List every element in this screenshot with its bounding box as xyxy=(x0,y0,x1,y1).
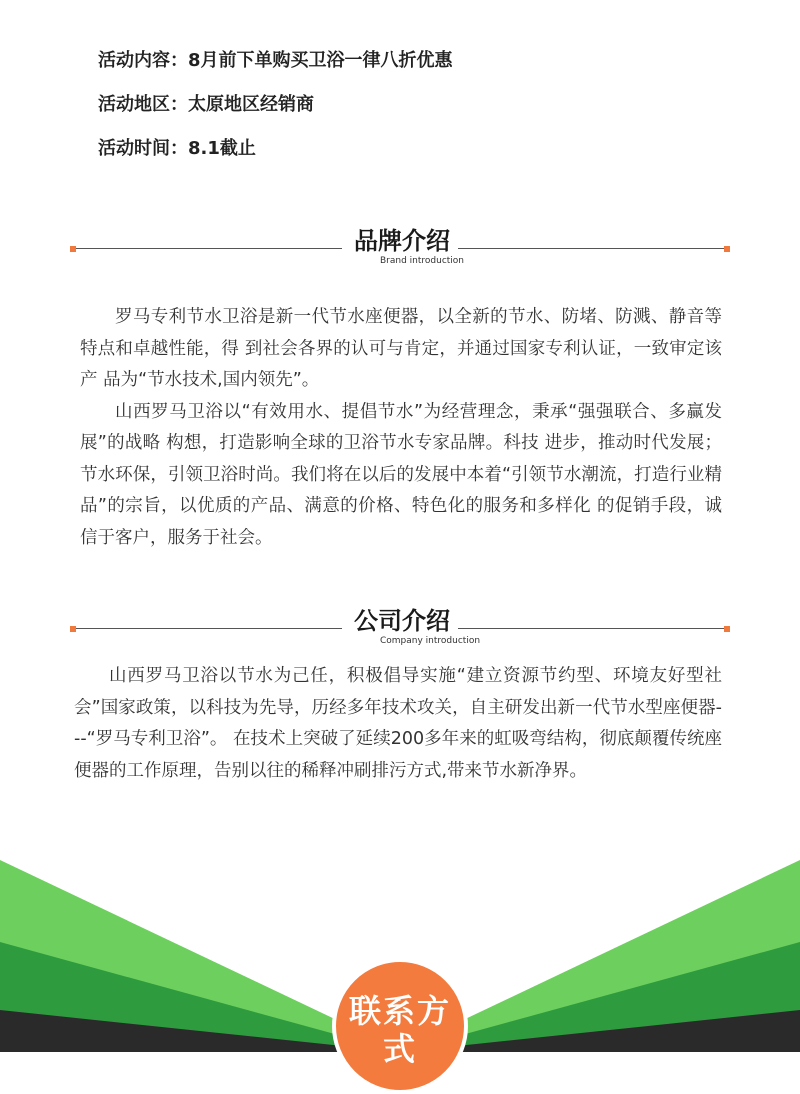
divider-line xyxy=(76,248,342,249)
company-introduction xyxy=(74,661,722,787)
activity-time: 活动时间：8.1截止 xyxy=(98,138,256,159)
brand-section-subtitle: Brand introduction xyxy=(380,256,465,266)
brand-paragraph: 罗马专利节水卫浴是新一代节水座便器，以全新的节水、防堵、防溅、静音等特点和卓越性能，得 到社会各界的认可与肯定，并通过国家专利认证，一致审定该产 品为“节水技术,国内领先”。 xyxy=(80,307,722,390)
brand-section-header xyxy=(70,228,730,272)
contact-badge[interactable] xyxy=(332,958,468,1094)
divider-dot xyxy=(70,246,76,252)
divider-line xyxy=(458,248,724,249)
divider-dot xyxy=(724,246,730,252)
brand-paragraph: 山西罗马卫浴以“有效用水、提倡节水”为经营理念，秉承“强强联合、多赢发展”的战略 构想，打造影响全球的卫浴节水专家品牌。科技 进步，推动时代发展；节水环保，引领卫浴时尚。我们将在以后的发展中本着“引领节水潮流，打造行业精品”的宗旨，以优质的产品、满意的价格、特色化的服务和多样化 的促销手段，诚信于客户，服务于社会。 xyxy=(80,401,722,548)
activity-region: 活动地区：太原地区经销商 xyxy=(98,94,314,115)
company-section-subtitle: Company introduction xyxy=(380,636,481,646)
brand-introduction xyxy=(80,302,722,554)
brand-section-title: 品牌介绍 xyxy=(354,227,450,255)
divider-dot xyxy=(724,626,730,632)
divider-dot xyxy=(70,626,76,632)
company-section-header xyxy=(70,608,730,652)
divider-line xyxy=(458,628,724,629)
contact-label: 联系方式 xyxy=(348,992,451,1068)
divider-line xyxy=(76,628,342,629)
activity-content: 活动内容：8月前下单购买卫浴一律八折优惠 xyxy=(98,50,453,71)
company-paragraph: 山西罗马卫浴以节水为己任，积极倡导实施“建立资源节约型、环境友好型社会”国家政策，以科技为先导，历经多年技术攻关，自主研发出新一代节水型座便器---“罗马专利卫浴”。 在技术上突破了延续200多年来的虹吸弯结构，彻底颠覆传统座便器的工作原理，告别以往的稀释冲刷排污方式,带来节水新净界。 xyxy=(74,666,722,781)
activity-info xyxy=(98,44,453,176)
company-section-title: 公司介绍 xyxy=(354,607,450,635)
